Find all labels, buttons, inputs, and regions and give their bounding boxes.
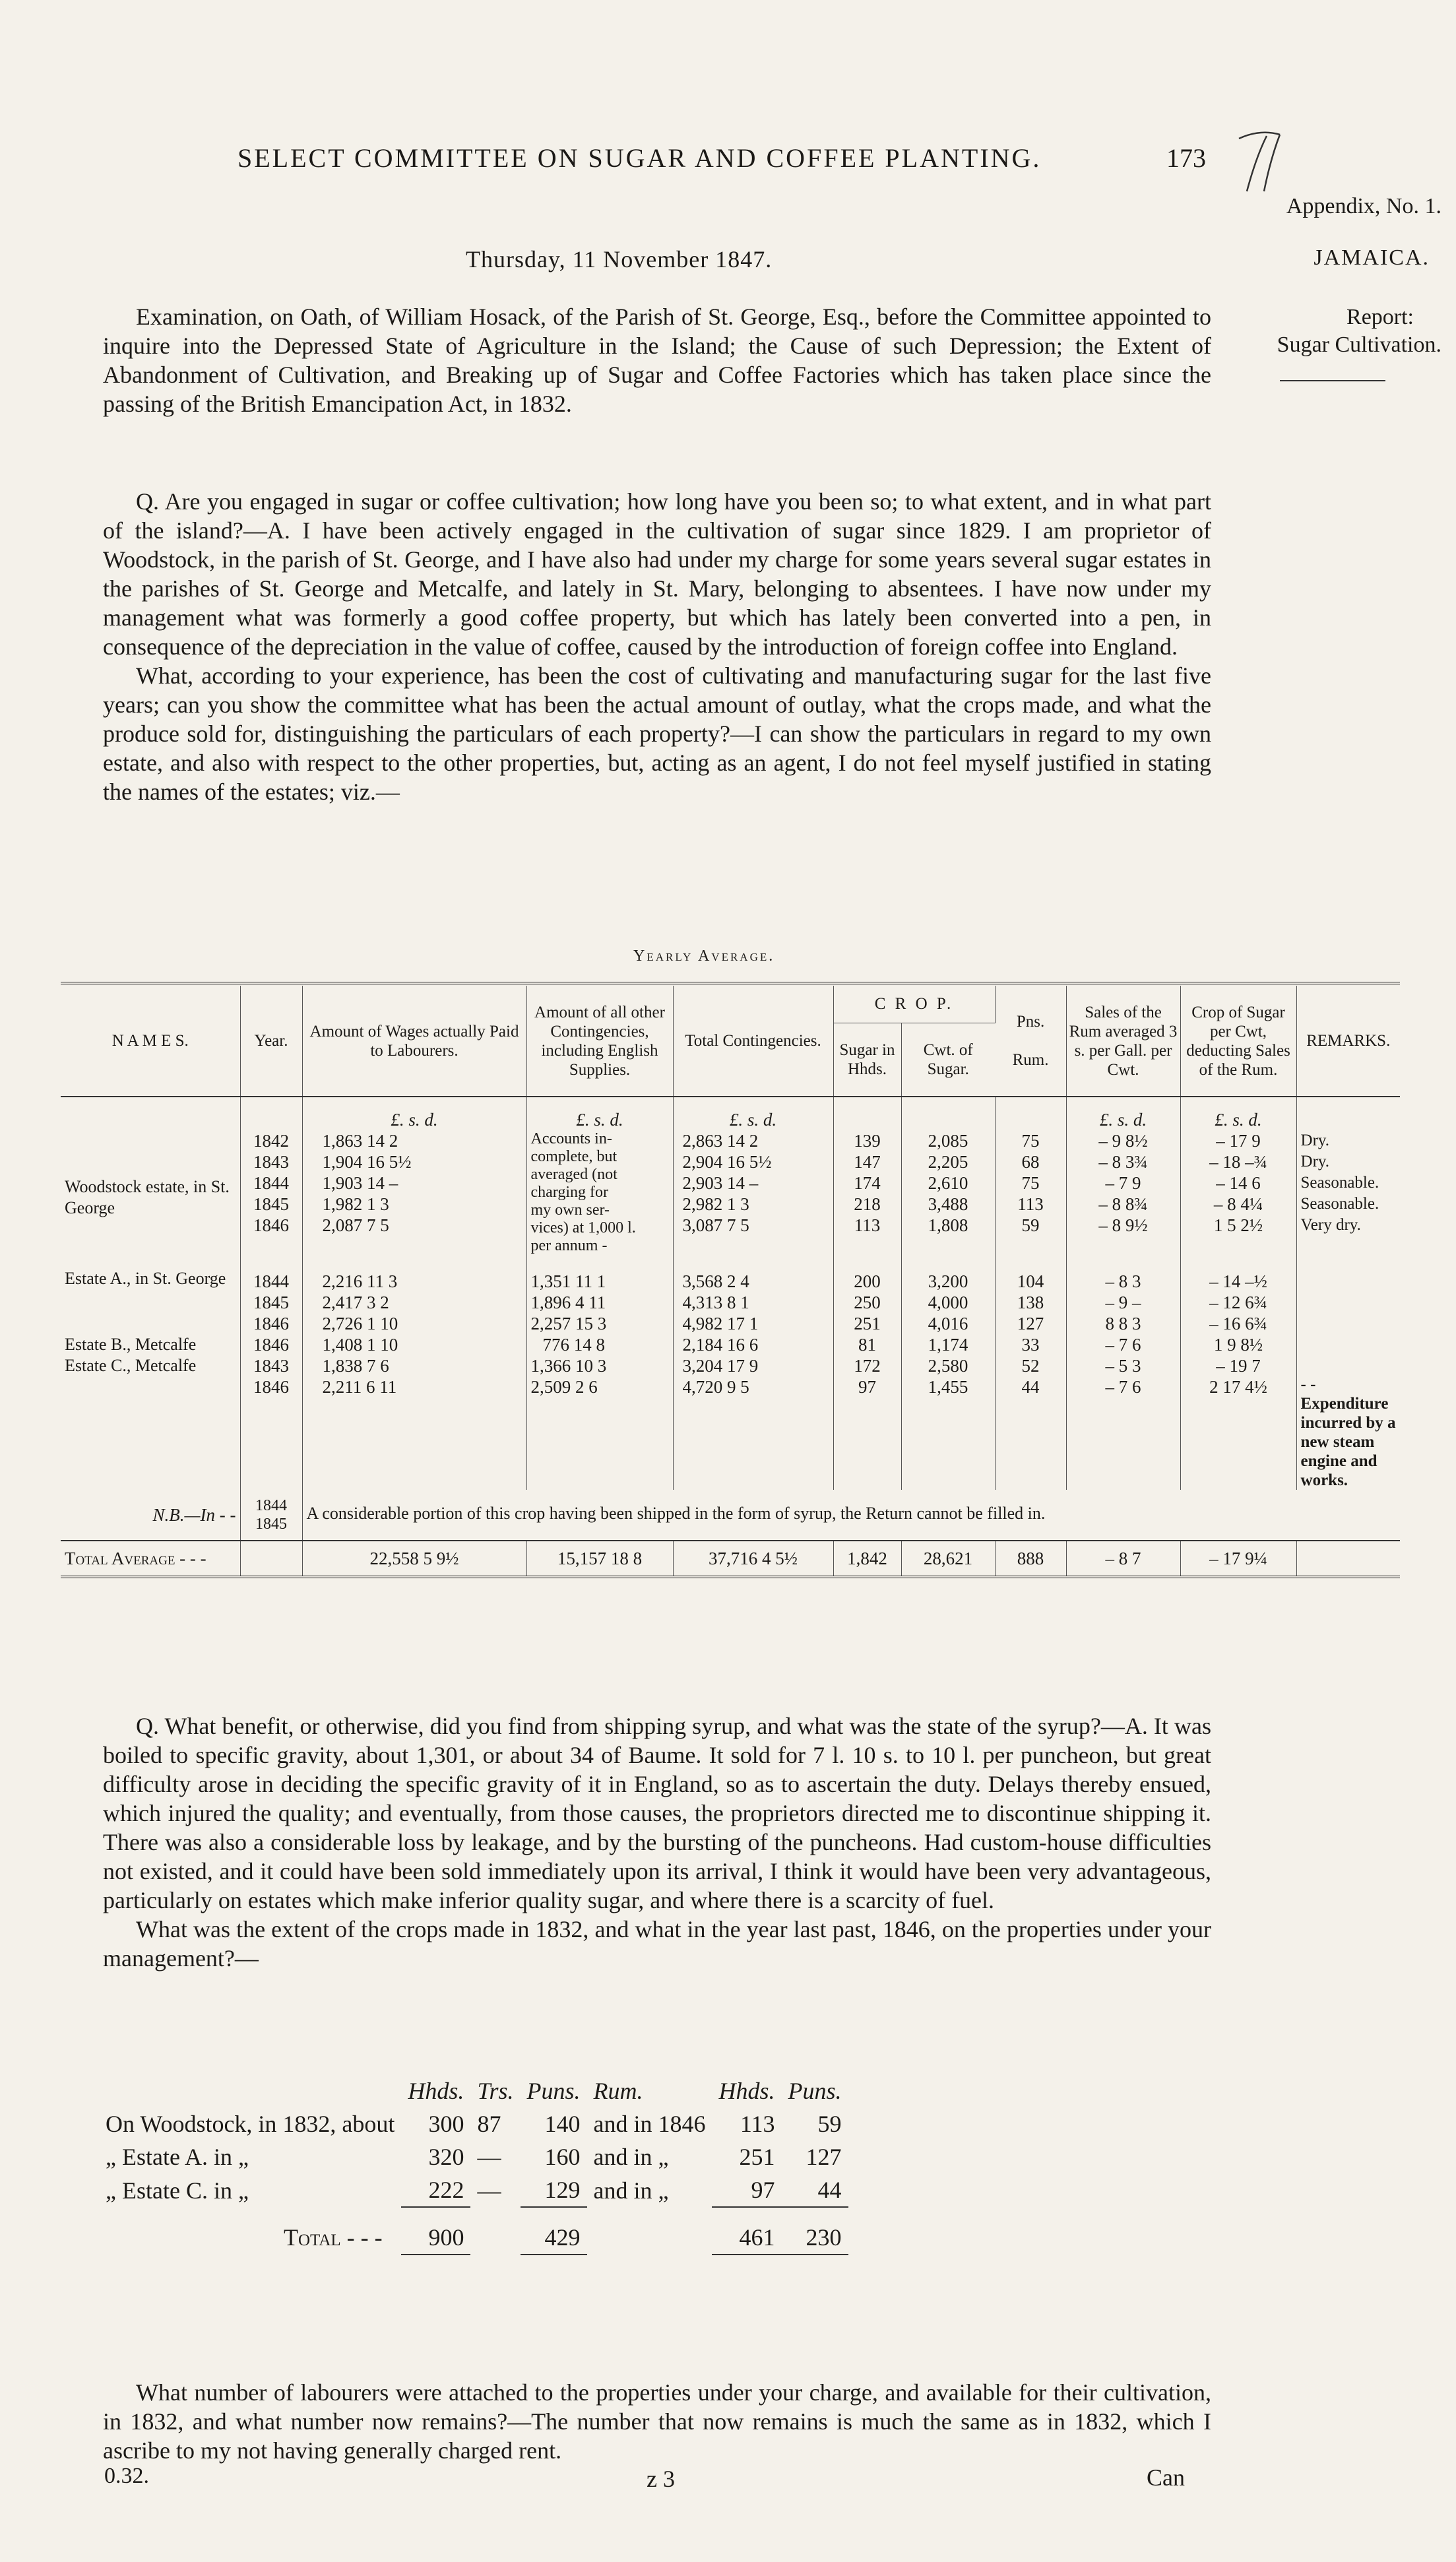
running-title: SELECT COMMITTEE ON SUGAR AND COFFEE PLANTING. <box>237 143 1042 173</box>
cell: 900 <box>401 2207 470 2255</box>
cell: – 18 –¾ <box>1209 1152 1267 1172</box>
row-name-estate-a: Estate A., in St. George <box>61 1255 240 1334</box>
remark-estate-c: - - Expenditure incurred by a new steam engine and works. <box>1300 1376 1396 1489</box>
crops-hdr-trs: Trs. <box>477 2078 514 2104</box>
cell: Dry. <box>1300 1153 1330 1170</box>
cell: 1,455 <box>928 1377 968 1397</box>
cell: Accounts in- <box>530 1130 612 1147</box>
cell: 4,000 <box>928 1293 968 1312</box>
cell: 1,174 <box>901 1334 995 1355</box>
cell: 2,982 1 3 <box>682 1194 749 1214</box>
cell: 1846 <box>240 1334 302 1355</box>
cell: – 12 6¾ <box>1209 1293 1267 1312</box>
footer-signature: z 3 <box>647 2466 675 2492</box>
qa1-paragraph-2: What, according to your experience, has been the cost of cultivating and manufacturing sugar for the last five years; can you show the committee what has been the actual amount of outlay, what the crops made, and what the produce sold for, distinguishing the particulars of each property?—I can show the particulars in regard to my own estate, and also with respect to the other properties, but, acting as an agent, I do not feel myself justified in stating the names of the estates; viz.— <box>103 662 1211 805</box>
list-years <box>240 1355 302 1490</box>
cell: – 8 8¾ <box>1098 1194 1148 1214</box>
row-name-estate-b: Estate B., Metcalfe <box>61 1334 240 1355</box>
cell: and in 1846 <box>593 2111 706 2137</box>
col-other-contingencies: Amount of all other Contingencies, including English Supplies. <box>526 986 673 1097</box>
cell: – 7 9 <box>1105 1173 1141 1193</box>
cell: 461 <box>712 2207 781 2255</box>
list-rum <box>995 1355 1066 1490</box>
cell: 160 <box>544 2144 581 2170</box>
qa2-paragraph-1: Q. What benefit, or otherwise, did you find from shipping syrup, and what was the state of the syrup?—A. It was boiled to specific gravity, about 1,301, or about 34 of Baume. It sold for 7 l. 10 s. to 10 l. per puncheon, but great difficulty arose in deciding the specific gravity of it in England, so as to ascertain the duty. Delays thereby ensued, which injured the quality; and eventually, from those causes, the proprietors directed me to discontinue shipping it. There was also a considerable loss by leakage, and by the bursting of the puncheons. Had custom-house difficulties not existed, and it could have been sold immediately upon its arrival, I think it would have been very advantageous, particularly on estates which make inferior quality sugar, and where there is a scarcity of fuel. <box>103 1713 1211 1913</box>
cell: 1,863 14 2 <box>322 1131 398 1151</box>
cell: – 14 –½ <box>1209 1271 1267 1291</box>
cell: On Woodstock, in 1832, about <box>106 2111 395 2137</box>
cell: 1,903 14 – <box>322 1173 398 1193</box>
col-sugar-hhds: Sugar in Hhds. <box>833 1023 901 1097</box>
crops-hdr-hhds: Hhds. <box>408 2078 464 2104</box>
cell: – 7 6 <box>1105 1377 1141 1397</box>
crops-row-total <box>99 2207 848 2255</box>
cell: 429 <box>521 2207 587 2255</box>
footer-left: 0.32. <box>104 2464 149 2488</box>
table-row-estate-a <box>61 1255 1400 1334</box>
cell: 230 <box>782 2207 848 2255</box>
cell: 776 14 8 <box>526 1334 673 1355</box>
cell: 320 <box>428 2144 464 2170</box>
cell: 1846 <box>253 1215 289 1235</box>
list-crop <box>1180 1130 1296 1255</box>
cell: 1,408 1 10 <box>302 1334 526 1355</box>
cell: 888 <box>995 1541 1066 1577</box>
cell: 68 <box>1021 1152 1040 1172</box>
list-total <box>673 1130 833 1255</box>
table-row-woodstock <box>61 1130 1400 1255</box>
cell: „ Estate C. in „ <box>106 2177 249 2204</box>
cell: 3,204 17 9 <box>682 1356 759 1376</box>
table-row-estate-b <box>61 1334 1400 1355</box>
list-sales <box>1066 1255 1180 1334</box>
cell: 2,610 <box>928 1173 968 1193</box>
list-hhds <box>833 1355 901 1490</box>
cell: 1844 <box>253 1271 289 1291</box>
list-total <box>673 1255 833 1334</box>
total-label: Total Average - - - <box>61 1541 240 1577</box>
list-wages <box>302 1130 526 1255</box>
cell: 81 <box>833 1334 901 1355</box>
cell: charging for <box>530 1184 609 1201</box>
crops-hdr-puns-1846: Puns. <box>788 2078 842 2104</box>
cell: 2,087 7 5 <box>322 1215 389 1235</box>
unit-wages: £. s. d. <box>302 1097 526 1130</box>
cell: 4,016 <box>928 1314 968 1333</box>
list-years <box>240 1490 302 1541</box>
cell: 2,726 1 10 <box>322 1314 398 1333</box>
cell: 1,838 7 6 <box>322 1356 389 1376</box>
cell: 1846 <box>253 1377 289 1397</box>
margin-report: Report: <box>1346 305 1414 329</box>
list-cwt <box>901 1130 995 1255</box>
cell: 127 <box>1017 1314 1044 1333</box>
rum-label: Rum. <box>1012 1051 1049 1069</box>
cell: 4,720 9 5 <box>682 1377 749 1397</box>
list-hhds <box>833 1130 901 1255</box>
cell: 2,863 14 2 <box>682 1131 759 1151</box>
unit-crop: £. s. d. <box>1180 1097 1296 1130</box>
table-row-nb <box>61 1490 1400 1541</box>
crops-hdr-rum: Rum. <box>593 2078 643 2104</box>
cell: 2,509 2 6 <box>530 1377 598 1397</box>
list-years <box>240 1255 302 1334</box>
col-total-contingencies: Total Contingencies. <box>673 986 833 1097</box>
cell: 1846 <box>253 1314 289 1333</box>
unit-other: £. s. d. <box>526 1097 673 1130</box>
cell: 52 <box>1021 1356 1040 1376</box>
list-cwt <box>901 1255 995 1334</box>
cell: 97 <box>751 2177 775 2203</box>
col-remarks: REMARKS. <box>1296 986 1400 1097</box>
cell: 1 5 2½ <box>1213 1215 1263 1235</box>
list-rum <box>995 1255 1066 1334</box>
cell: 127 <box>806 2144 842 2170</box>
cell: Dry. <box>1300 1132 1330 1149</box>
col-crop: C R O P. <box>833 986 995 1023</box>
list-sales <box>1066 1355 1180 1490</box>
col-names: N A M E S. <box>61 986 240 1097</box>
cell: 251 <box>739 2144 775 2170</box>
cell: 1,351 11 1 <box>530 1271 606 1291</box>
cell: – 9 8½ <box>1098 1131 1148 1151</box>
col-puns-rum <box>995 986 1066 1097</box>
cell: Total - - - <box>284 2224 383 2251</box>
cell: 1845 <box>253 1293 289 1312</box>
cell: 1844 <box>255 1497 287 1514</box>
table-row-estate-c <box>61 1355 1400 1490</box>
cell: 1843 <box>253 1152 289 1172</box>
cell: 59 <box>817 2111 842 2137</box>
cell: 37,716 4 5½ <box>673 1541 833 1577</box>
cell: my own ser- <box>530 1201 610 1219</box>
cell: 1845 <box>255 1516 287 1533</box>
col-crop-sugar: Crop of Sugar per Cwt, deducting Sales of the Rum. <box>1180 986 1296 1097</box>
cell: — <box>477 2144 501 2170</box>
crops-table <box>99 2074 848 2255</box>
cell: 138 <box>1017 1293 1044 1312</box>
col-wages: Amount of Wages actually Paid to Labourers. <box>302 986 526 1097</box>
cell: 129 <box>544 2177 581 2203</box>
cell: 75 <box>1021 1131 1040 1151</box>
cell: 97 <box>858 1377 876 1397</box>
col-sales-rum: Sales of the Rum averaged 3 s. per Gall. per Cwt. <box>1066 986 1180 1097</box>
page-number: 173 <box>1166 143 1206 173</box>
crops-hdr-hhds-1846: Hhds. <box>718 2078 775 2104</box>
crops-row-woodstock <box>99 2107 848 2140</box>
cell: averaged (not <box>530 1166 617 1183</box>
list-total <box>673 1355 833 1490</box>
cell: and in „ <box>593 2177 669 2204</box>
cell: – 9 – <box>1105 1293 1141 1312</box>
list-crop <box>1180 1355 1296 1490</box>
qa2-paragraph-2: What was the extent of the crops made in 1832, and what in the year last past, 1846, on the properties under your management?— <box>103 1916 1211 1971</box>
cell: 2,903 14 – <box>682 1173 759 1193</box>
nb-label: N.B.—In - - <box>61 1490 240 1541</box>
cell: complete, but <box>530 1148 617 1165</box>
margin-rule <box>1280 380 1385 381</box>
cell: – 17 9 <box>1216 1131 1261 1151</box>
col-cwt-sugar: Cwt. of Sugar. <box>901 1023 995 1097</box>
cell: 174 <box>854 1173 881 1193</box>
list-remarks <box>1296 1130 1400 1255</box>
cell: 1,366 10 3 <box>530 1356 607 1376</box>
list-hhds <box>833 1255 901 1334</box>
cell: 2,257 15 3 <box>530 1314 607 1333</box>
cell: 2 17 4½ <box>1209 1377 1267 1397</box>
list-other <box>526 1255 673 1334</box>
yearly-average-table <box>61 986 1400 1578</box>
cell: 2,216 11 3 <box>322 1271 398 1291</box>
list-other <box>526 1355 673 1490</box>
margin-appendix: Appendix, No. 1. <box>1286 194 1441 218</box>
nb-text: A considerable portion of this crop having been shipped in the form of syrup, the Return cannot be filled in. <box>306 1504 1046 1523</box>
cell: 250 <box>854 1293 881 1312</box>
cell: 87 <box>477 2111 501 2137</box>
cell: 33 <box>995 1334 1066 1355</box>
puns-label: Pns. <box>1016 1013 1045 1031</box>
cell: 172 <box>854 1356 881 1376</box>
cell: 22,558 5 9½ <box>302 1541 526 1577</box>
cell: – 17 9¼ <box>1180 1541 1296 1577</box>
cell: 2,205 <box>928 1152 968 1172</box>
cell: – 5 3 <box>1105 1356 1141 1376</box>
cell: – 8 3 <box>1105 1271 1141 1291</box>
cell: – 19 7 <box>1216 1356 1261 1376</box>
table-top-rule <box>61 982 1400 984</box>
cell: 4,982 17 1 <box>682 1314 759 1333</box>
cell: 2,417 3 2 <box>322 1293 389 1312</box>
cell: 147 <box>854 1152 881 1172</box>
handwritten-folio-mark <box>1227 125 1286 198</box>
cell: 2,085 <box>928 1131 968 1151</box>
cell: 300 <box>428 2111 464 2137</box>
crops-hdr-puns: Puns. <box>526 2078 581 2104</box>
intro-text: Examination, on Oath, of William Hosack, of the Parish of St. George, Esq., before the Committee appointed to inquire into the Depressed State of Agriculture in the Island; the Cause of such Depression; the Extent of Abandonment of Cultivation, and Breaking up of Sugar and Coffee Factories which has taken place since the passing of the British Emancipation Act, in 1832. <box>103 304 1211 417</box>
cell: 2,904 16 5½ <box>682 1152 772 1172</box>
cell: 1845 <box>253 1194 289 1214</box>
list-other <box>526 1130 673 1255</box>
crops-row-estate-a <box>99 2140 848 2173</box>
list-sales <box>1066 1130 1180 1255</box>
cell: 4,313 8 1 <box>682 1293 749 1312</box>
cell: – 7 6 <box>1066 1334 1180 1355</box>
cell: and in „ <box>593 2144 669 2170</box>
cell: 104 <box>1017 1271 1044 1291</box>
qa-section-3 <box>103 2378 1211 2465</box>
cell: 1,808 <box>928 1215 968 1235</box>
row-name-woodstock: Woodstock estate, in St. George <box>61 1130 240 1255</box>
cell: – 8 4¼ <box>1213 1194 1263 1214</box>
cell: 44 <box>1021 1377 1040 1397</box>
cell: 3,488 <box>928 1194 968 1214</box>
cell: 3,200 <box>928 1271 968 1291</box>
cell: 1,896 4 11 <box>530 1293 606 1312</box>
cell: 113 <box>854 1215 881 1235</box>
cell: 1,842 <box>833 1541 901 1577</box>
cell: – 8 9½ <box>1098 1215 1148 1235</box>
margin-jamaica: JAMAICA. <box>1314 245 1430 270</box>
cell: 8 8 3 <box>1105 1314 1141 1333</box>
examination-date: Thursday, 11 November 1847. <box>466 246 773 272</box>
margin-sugar-cultivation: Sugar Cultivation. <box>1277 333 1441 357</box>
cell: 251 <box>854 1314 881 1333</box>
unit-total: £. s. d. <box>673 1097 833 1130</box>
cell: – 8 7 <box>1066 1541 1180 1577</box>
cell: 59 <box>1021 1215 1040 1235</box>
qa-section-2 <box>103 1712 1211 1973</box>
cell: 139 <box>854 1131 881 1151</box>
cell: Very dry. <box>1300 1216 1361 1234</box>
qa1-paragraph-1: Q. Are you engaged in sugar or coffee cultivation; how long have you been so; to what extent, and in what part of the island?—A. I have been actively engaged in the cultivation of sugar since 1829. I am proprietor of Woodstock, in the parish of St. George, and I have also had under my charge for some years several sugar estates in the parishes of St. George and Metcalfe, and lately in St. Mary, belonging to absentees. I have now under my management what was formerly a good coffee property, but which has lately been converted into a pen, in consequence of the depreciation in the value of coffee, caused by the introduction of foreign coffee into England. <box>103 488 1211 660</box>
cell: 113 <box>1017 1194 1044 1214</box>
cell: 1,982 1 3 <box>322 1194 389 1214</box>
cell: 1842 <box>253 1131 289 1151</box>
cell: 3,568 2 4 <box>682 1271 749 1291</box>
table-row-total <box>61 1541 1400 1577</box>
cell: 28,621 <box>901 1541 995 1577</box>
cell: 218 <box>854 1194 881 1214</box>
cell: 1844 <box>253 1173 289 1193</box>
table-caption: Yearly Average. <box>633 947 775 965</box>
list-years <box>240 1130 302 1255</box>
cell: 222 <box>428 2177 464 2203</box>
cell: 2,184 16 6 <box>673 1334 833 1355</box>
footer-catchword: Can <box>1147 2464 1185 2491</box>
unit-sales: £. s. d. <box>1066 1097 1180 1130</box>
cell: vices) at 1,000 l. <box>530 1219 636 1236</box>
cell: 44 <box>817 2177 842 2203</box>
list-wages <box>302 1355 526 1490</box>
cell: 15,157 18 8 <box>526 1541 673 1577</box>
list-rum <box>995 1130 1066 1255</box>
cell: 2,580 <box>928 1356 968 1376</box>
cell: per annum - <box>530 1237 608 1254</box>
cell: 200 <box>854 1271 881 1291</box>
list-cwt <box>901 1355 995 1490</box>
list-crop <box>1180 1255 1296 1334</box>
cell: 3,087 7 5 <box>682 1215 749 1235</box>
cell: 75 <box>1021 1173 1040 1193</box>
cell: 113 <box>740 2111 775 2137</box>
cell: Seasonable. <box>1300 1174 1379 1192</box>
cell: – 8 3¾ <box>1098 1152 1148 1172</box>
cell: 1 9 8½ <box>1180 1334 1296 1355</box>
cell: „ Estate A. in „ <box>106 2144 249 2170</box>
intro-paragraph <box>103 302 1211 418</box>
cell: 1,904 16 5½ <box>322 1152 412 1172</box>
row-name-estate-c: Estate C., Metcalfe <box>61 1355 240 1490</box>
cell: — <box>477 2177 501 2204</box>
cell: 1843 <box>253 1356 289 1376</box>
qa-section-1 <box>103 487 1211 806</box>
col-year: Year. <box>240 986 302 1097</box>
crops-row-estate-c <box>99 2173 848 2207</box>
cell: 140 <box>544 2111 581 2137</box>
cell: Seasonable. <box>1300 1195 1379 1213</box>
cell: – 14 6 <box>1216 1173 1261 1193</box>
cell: 2,211 6 11 <box>322 1377 397 1397</box>
qa3-paragraph: What number of labourers were attached to the properties under your charge, and available for their cultivation, in 1832, and what number now remains?—The number that now remains is much the same as in 1832, which I ascribe to my not having generally charged rent. <box>103 2379 1211 2464</box>
list-wages <box>302 1255 526 1334</box>
cell: – 16 6¾ <box>1209 1314 1267 1333</box>
